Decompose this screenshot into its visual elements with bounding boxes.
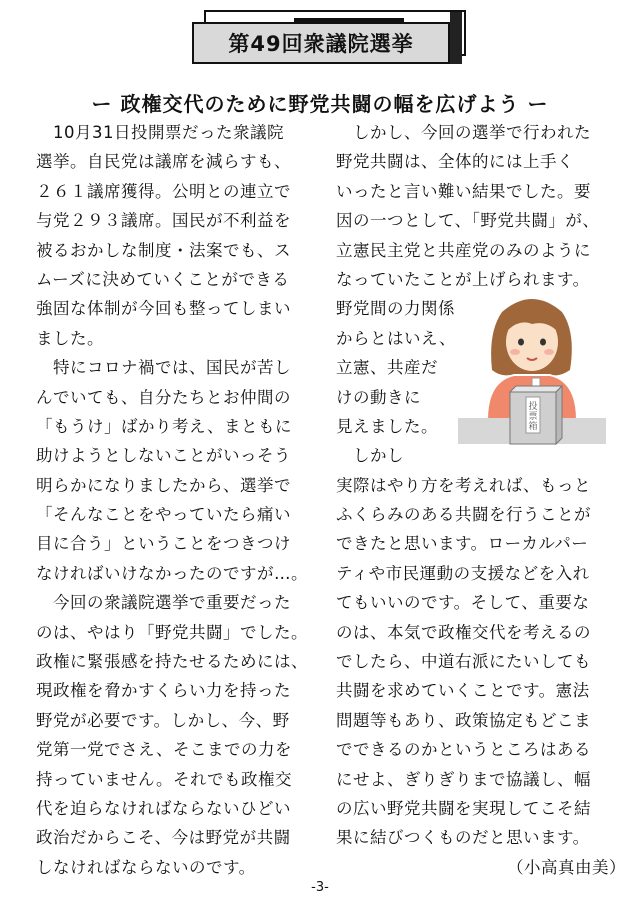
text-line: てもいいのです。そして、重要な [336, 593, 590, 613]
author-signature: （小高真由美） [507, 857, 626, 877]
text-line: 果に結びつくものだと思います。 [336, 828, 590, 848]
text-line: 強固な体制が今回も整ってしまい [36, 299, 291, 319]
text-line: 立憲民主党と共産党のみのように [336, 240, 591, 260]
text-line: 実際はやり方を考えれば、もっと [336, 475, 591, 495]
text-line: 明らかになりましたから、選挙で [36, 475, 291, 495]
text-line: 立憲、共産だ [336, 358, 438, 378]
text-line: なければいけなかったのですが…。 [36, 563, 308, 583]
title-box-front [192, 22, 450, 64]
text-line: いったと言い難い結果でした。要 [336, 181, 591, 201]
text-line: 「もうけ」ばかり考え、まともに [36, 416, 292, 436]
text-line: 助けようとしないことがいっそう [36, 446, 291, 466]
title-box-side [450, 12, 462, 64]
text-line: しなければならないのです。 [36, 857, 256, 877]
text-line: 10月31日投開票だった衆議院 [36, 123, 284, 142]
text-line: ムーズに決めていくことができる [36, 269, 290, 289]
text-line: ティや市民運動の支援などを入れ [336, 563, 590, 583]
text-line: 「そんなことをやっていたら痛い [36, 505, 291, 525]
text-line: でしたら、中道右派にたいしても [336, 652, 591, 672]
text-line: 現政権を脅かすくらい力を持った [36, 681, 291, 701]
text-line: 目に合う」ということをつきつけ [36, 534, 291, 554]
text-line: けの動きに [336, 387, 421, 407]
text-line: 野党が必要です。しかし、今、野 [36, 710, 290, 730]
text-line: 党第一党でさえ、そこまでの力を [36, 740, 292, 760]
text-line: ました。 [36, 328, 104, 348]
text-line: にせよ、ぎりぎりまで協議し、幅 [336, 769, 591, 789]
text-line: しかし、今回の選挙で行われた [336, 123, 591, 142]
text-line: のは、本気で政権交代を考えるの [336, 622, 591, 642]
text-line: からとはいえ、 [336, 328, 456, 348]
text-line: 野党間の力関係 [336, 299, 455, 319]
text-line: 代を迫らなければならないひどい [36, 798, 291, 818]
right-column [336, 118, 626, 882]
text-line: 問題等もあり、政策協定もどこま [336, 710, 591, 730]
text-line: 与党２９３議席。国民が不利益を [36, 211, 291, 231]
text-line: ふくらみのある共闘を行うことが [336, 505, 591, 525]
ballot-box-label-3: 箱 [528, 422, 538, 432]
left-column [36, 118, 328, 882]
title-box [192, 22, 450, 64]
text-line: ２６１議席獲得。公明との連立で [36, 181, 291, 201]
text-line: のは、やはり「野党共闘」でした。 [36, 622, 308, 642]
page-number: -3- [311, 880, 329, 895]
text-line: 選挙。自民党は議席を減らすも、 [36, 152, 291, 172]
page-title: 第49回衆議院選挙 [228, 32, 414, 56]
text-line: 政権に緊張感を持たせるためには、 [36, 652, 308, 672]
text-line: しかし [336, 446, 404, 466]
text-line: 持っていません。それでも政権交 [36, 769, 292, 789]
text-line: の広い野党共闘を実現してこそ結 [336, 798, 591, 818]
text-line: んでいても、自分たちとお仲間の [36, 387, 291, 407]
text-line: 特にコロナ禍では、国民が苦し [36, 358, 291, 378]
text-line: 今回の衆議院選挙で重要だった [36, 593, 291, 613]
text-line: 被るおかしな制度・法案でも、ス [36, 240, 291, 260]
ballot-box-label-1: 投 [528, 402, 538, 412]
text-line: 野党共闘は、全体的には上手く [336, 152, 574, 172]
text-line: でできるのかというところはある [336, 740, 591, 760]
text-line: 共闘を求めていくことです。憲法 [336, 681, 590, 701]
ballot-box-label-2: 票 [528, 412, 538, 422]
woman-voting-illustration [458, 292, 606, 454]
text-line: 因の一つとして、「野党共闘」が、 [336, 211, 600, 231]
text-line: 見えました。 [336, 416, 438, 436]
text-line: できたと思います。ローカルパー [336, 534, 589, 554]
text-line: なっていたことが上げられます。 [336, 269, 590, 289]
text-line: 政治だからこそ、今は野党が共闘 [36, 828, 291, 848]
subtitle: ー 政権交代のために野党共闘の幅を広げよう ー [91, 92, 549, 116]
